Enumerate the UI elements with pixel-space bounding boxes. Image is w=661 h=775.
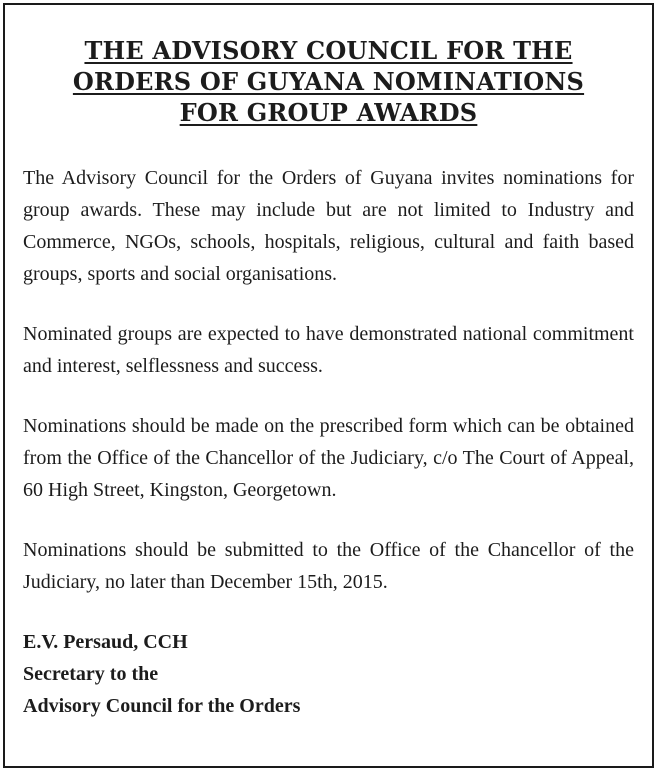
title-line-3: FOR GROUP AWARDS — [179, 98, 478, 127]
paragraph-deadline: Nominations should be submitted to the Office of the Chancellor of the Judiciary, no later than December 15th, 2015. — [23, 539, 634, 593]
paragraph-form-info: Nominations should be made on the prescribed form which can be obtained from the Office of the Chancellor of the Judiciary, c/o The Court of Appeal, 60 High Street, Kingston, Georgetown. — [23, 415, 634, 501]
signature-block — [23, 626, 634, 722]
title-line-2: ORDERS OF GUYANA NOMINATIONS — [72, 67, 585, 96]
title-line-1: THE ADVISORY COUNCIL FOR THE — [84, 36, 573, 65]
paragraph-expectations: Nominated groups are expected to have demonstrated national commitment and interest, selflessness and success. — [23, 323, 634, 377]
paragraph-invitation: The Advisory Council for the Orders of Guyana invites nominations for group awards. These may include but are not limited to Industry and Commerce, NGOs, schools, hospitals, religious, cultural and faith based groups, sports and social organisations. — [23, 167, 634, 285]
notice-box — [3, 3, 654, 768]
notice-title — [23, 35, 634, 128]
signatory-name: E.V. Persaud, CCH — [23, 631, 188, 653]
signatory-title-line-1: Secretary to the — [23, 663, 159, 685]
signatory-title-line-2: Advisory Council for the Orders — [23, 695, 301, 717]
